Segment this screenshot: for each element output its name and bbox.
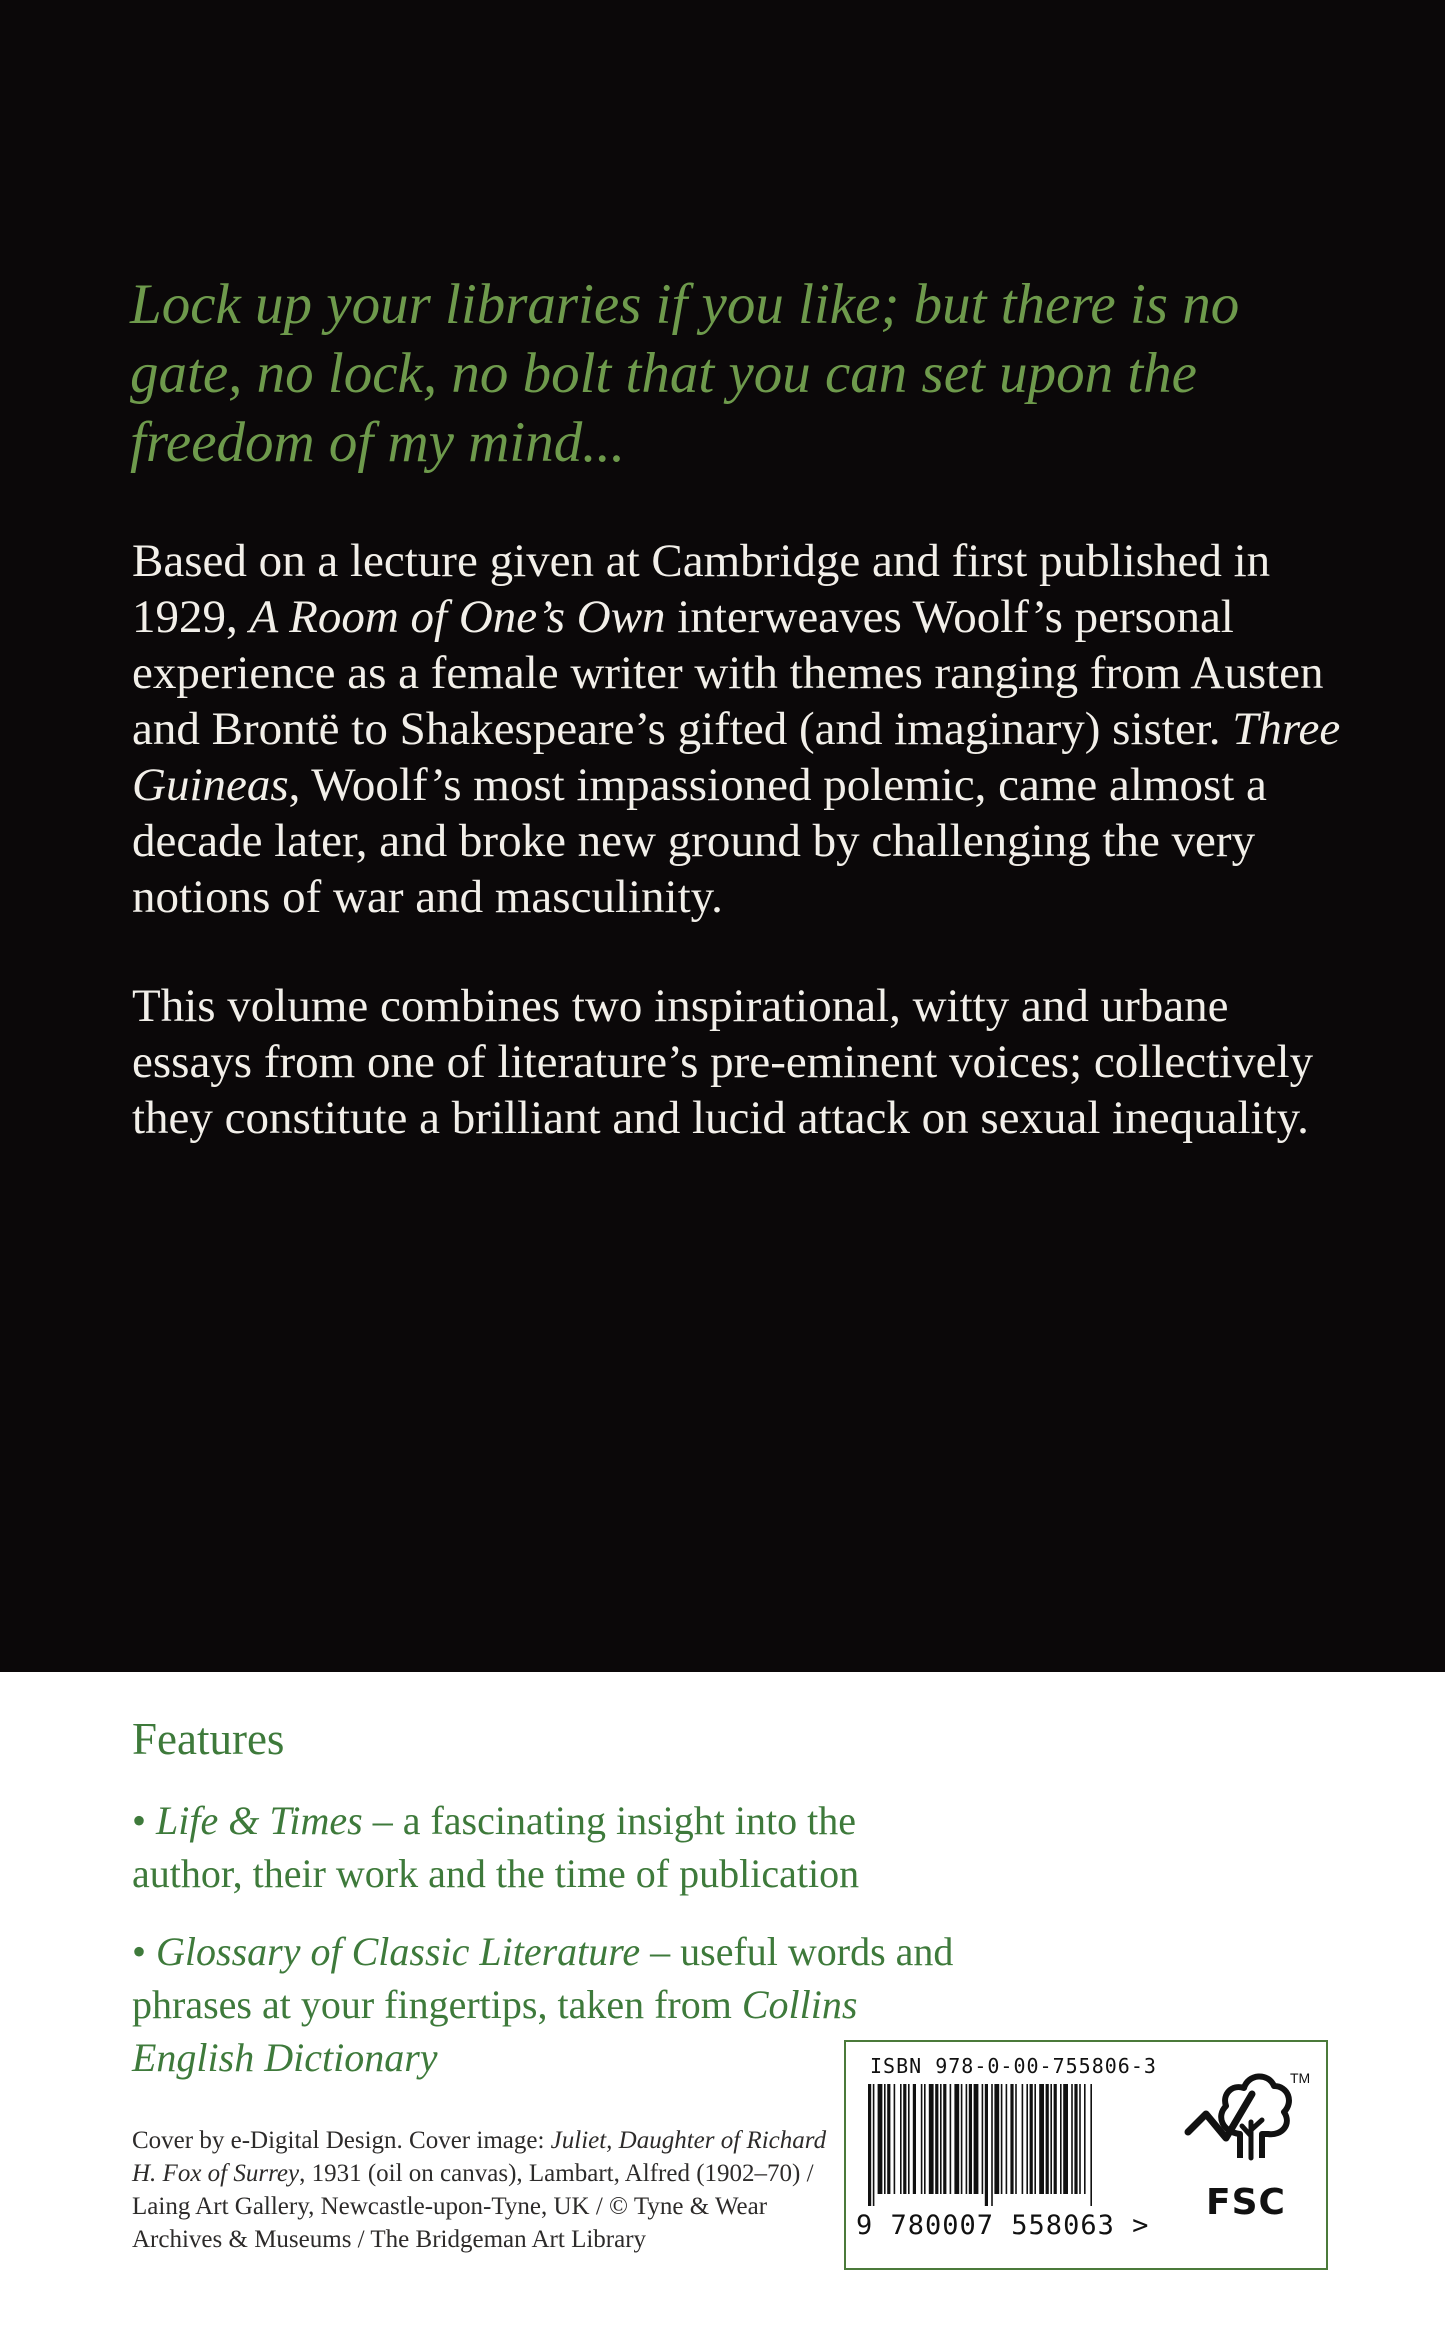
feature-title: Life & Times bbox=[156, 1798, 363, 1843]
feature-source: Collins English Dictionary bbox=[132, 1982, 858, 2080]
feature-text: – useful words and phrases at your fingertips, taken from bbox=[132, 1929, 954, 2027]
book-title-guineas: Three Guineas bbox=[132, 703, 1341, 811]
barcode-bar bbox=[1054, 2084, 1057, 2194]
barcode-bar bbox=[913, 2084, 916, 2194]
barcode-bar bbox=[887, 2084, 890, 2194]
barcode-bar bbox=[991, 2084, 993, 2206]
barcode-bar bbox=[884, 2084, 886, 2194]
barcode-bar bbox=[903, 2084, 906, 2194]
barcode-bar bbox=[1079, 2084, 1081, 2194]
barcode-bar bbox=[873, 2084, 875, 2206]
barcode-digits: 9 780007 558063 > bbox=[856, 2210, 1150, 2241]
painting-title: Juliet, Daughter of Richard H. Fox of Surrey bbox=[132, 2127, 827, 2187]
barcode-bar bbox=[1046, 2084, 1049, 2194]
barcode-bar bbox=[921, 2084, 923, 2194]
barcode-bar bbox=[954, 2084, 959, 2194]
barcode-bar bbox=[982, 2084, 984, 2194]
trademark-mark: TM bbox=[1290, 2070, 1311, 2086]
credits-text: Cover by e-Digital Design. Cover image: bbox=[132, 2127, 551, 2154]
barcode-bar bbox=[868, 2084, 871, 2206]
credits-text: , 1931 (oil on canvas), Lambart, Alfred (1902–70) / Laing Art Gallery, Newcastle-upon-Tyne, UK / © Tyne & Wear Archives & Museums / The Bridgeman Art Library bbox=[132, 2160, 814, 2253]
barcode-bar bbox=[1034, 2084, 1036, 2194]
feature-title: Glossary of Classic Literature bbox=[156, 1929, 641, 1974]
barcode-bar bbox=[1015, 2084, 1017, 2194]
barcode-bar bbox=[1026, 2084, 1028, 2194]
blurb-paragraph-2: This volume combines two inspirational, witty and urbane essays from one of literature’s pre-eminent voices; collectively they constitute a brilliant and lucid attack on sexual inequality. bbox=[132, 980, 1314, 1144]
fsc-tree-check-icon bbox=[1182, 2064, 1302, 2174]
barcode-bar bbox=[969, 2084, 972, 2194]
barcode-bar bbox=[1060, 2084, 1062, 2194]
barcode-bar bbox=[1039, 2084, 1044, 2194]
barcode-bar bbox=[878, 2084, 883, 2194]
barcode-bar bbox=[943, 2084, 946, 2194]
book-title-room: A Room of One’s Own bbox=[249, 591, 666, 643]
cover-credits bbox=[132, 2124, 832, 2256]
barcode-bar bbox=[1090, 2084, 1092, 2206]
barcode-bar bbox=[985, 2084, 988, 2206]
barcode-bars bbox=[862, 2084, 1162, 2206]
light-panel bbox=[0, 1672, 1445, 2340]
barcode-bar bbox=[1006, 2084, 1008, 2194]
pull-quote: Lock up your libraries if you like; but there is no gate, no lock, no bolt that you can set upon the freedom of my mind... bbox=[130, 273, 1240, 474]
barcode-bar bbox=[1074, 2084, 1077, 2194]
blurb-paragraph-1 bbox=[132, 533, 1352, 925]
barcode-bar bbox=[994, 2084, 999, 2194]
barcode-bar bbox=[935, 2084, 938, 2194]
barcode-bar bbox=[966, 2084, 968, 2194]
bullet: • bbox=[132, 1798, 157, 1843]
bullet: • bbox=[132, 1929, 157, 1974]
barcode-bar bbox=[908, 2084, 910, 2194]
barcode-bar bbox=[929, 2084, 934, 2194]
barcode-bar bbox=[974, 2084, 979, 2194]
barcode-bar bbox=[961, 2084, 963, 2194]
barcode-bar bbox=[1050, 2084, 1052, 2194]
feature-text: – a fascinating insight into the author, their work and the time of publication bbox=[132, 1798, 860, 1896]
blurb-text: , Woolf’s most impassioned polemic, came almost a decade later, and broke new ground by challenging the very notions of war and masculinity. bbox=[132, 759, 1267, 923]
blurb-text: Based on a lecture given at Cambridge and first published in 1929, bbox=[132, 535, 1271, 643]
barcode-bar bbox=[940, 2084, 942, 2194]
barcode-box bbox=[844, 2040, 1328, 2270]
feature-item bbox=[132, 1794, 972, 1900]
isbn-label: ISBN 978-0-00-755806-3 bbox=[870, 2054, 1157, 2078]
barcode-bar bbox=[1010, 2084, 1013, 2194]
barcode-bar bbox=[894, 2084, 896, 2194]
fsc-label: FSC bbox=[1206, 2182, 1286, 2223]
barcode-bar bbox=[950, 2084, 952, 2194]
barcode-bar bbox=[1063, 2084, 1068, 2194]
barcode-bar bbox=[1030, 2084, 1033, 2194]
features-heading: Features bbox=[132, 1714, 285, 1764]
barcode-bar bbox=[1001, 2084, 1003, 2194]
barcode-bar bbox=[900, 2084, 902, 2194]
blurb-text: interweaves Woolf’s personal experience as a female writer with themes ranging from Austen and Brontë to Shakespeare’s gifted (and imaginary) sister. bbox=[132, 591, 1324, 755]
barcode-bar bbox=[1071, 2084, 1073, 2194]
barcode-bar bbox=[1022, 2084, 1024, 2194]
barcode-bar bbox=[924, 2084, 926, 2194]
barcode-bar bbox=[1084, 2084, 1086, 2194]
